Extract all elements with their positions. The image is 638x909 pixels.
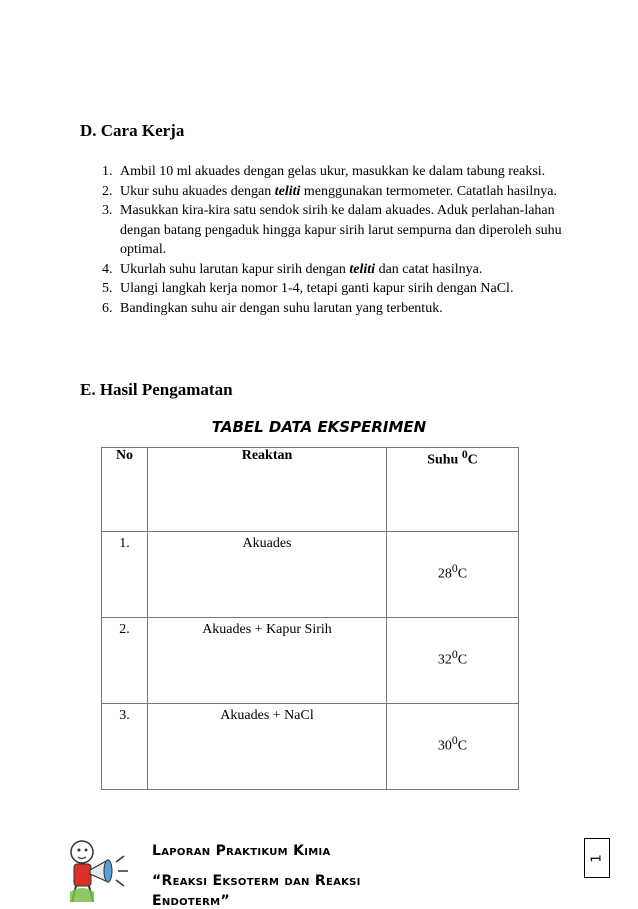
step-item: 4. Ukurlah suhu larutan kapur sirih dengan teliti dan catat hasilnya. (116, 260, 586, 280)
cell-no: 3. (102, 704, 148, 790)
page-number-box (584, 838, 610, 878)
cell-reaktan: Akuades + Kapur Sirih (148, 618, 387, 704)
header-no: No (102, 448, 148, 532)
footer-line-1: Laporan Praktikum Kimia (152, 843, 331, 859)
step-item: 5. Ulangi langkah kerja nomor 1-4, tetapi ganti kapur sirih dengan NaCl. (116, 279, 586, 299)
emphasis-teliti: teliti (274, 183, 301, 199)
page-number: 1 (589, 853, 605, 863)
cell-suhu: $30^0C$ (387, 704, 519, 790)
table-row (102, 618, 519, 704)
footer-line-3: Endoterm” (152, 893, 230, 909)
experiment-table (101, 447, 519, 790)
step-item: 1. Ambil 10 ml akuades dengan gelas ukur, masukkan ke dalam tabung reaksi. (116, 162, 586, 182)
section-d-title: D. Cara Kerja (80, 121, 185, 140)
megaphone-figure-icon (60, 832, 146, 903)
header-reaktan: Reaktan (148, 448, 387, 532)
steps-list (80, 162, 586, 318)
cell-reaktan: Akuades + NaCl (148, 704, 387, 790)
section-e-title: E. Hasil Pengamatan (80, 380, 233, 399)
table-row (102, 532, 519, 618)
step-item: 3. Masukkan kira-kira satu sendok sirih ke dalam akuades. Aduk perlahan-lahan dengan batang pengaduk hingga kapur sirih larut sempurna dan diperoleh suhu optimal. (116, 201, 586, 260)
footer-line-2: “Reaksi Eksoterm dan Reaksi (152, 873, 361, 889)
step-item: 2. Ukur suhu akuades dengan teliti menggunakan termometer. Catatlah hasilnya. (116, 182, 586, 202)
emphasis-teliti: teliti (349, 261, 376, 277)
cell-no: 2. (102, 618, 148, 704)
cell-suhu: $32^0C$ (387, 618, 519, 704)
table-row (102, 704, 519, 790)
table-title: TABEL DATA EKSPERIMEN (211, 418, 427, 436)
cell-reaktan: Akuades (148, 532, 387, 618)
header-suhu: Suhu $^0$C (387, 448, 519, 532)
table-header-row (102, 448, 519, 532)
cell-no: 1. (102, 532, 148, 618)
cell-suhu: $28^0C$ (387, 532, 519, 618)
step-item: 6. Bandingkan suhu air dengan suhu larutan yang terbentuk. (116, 299, 586, 319)
